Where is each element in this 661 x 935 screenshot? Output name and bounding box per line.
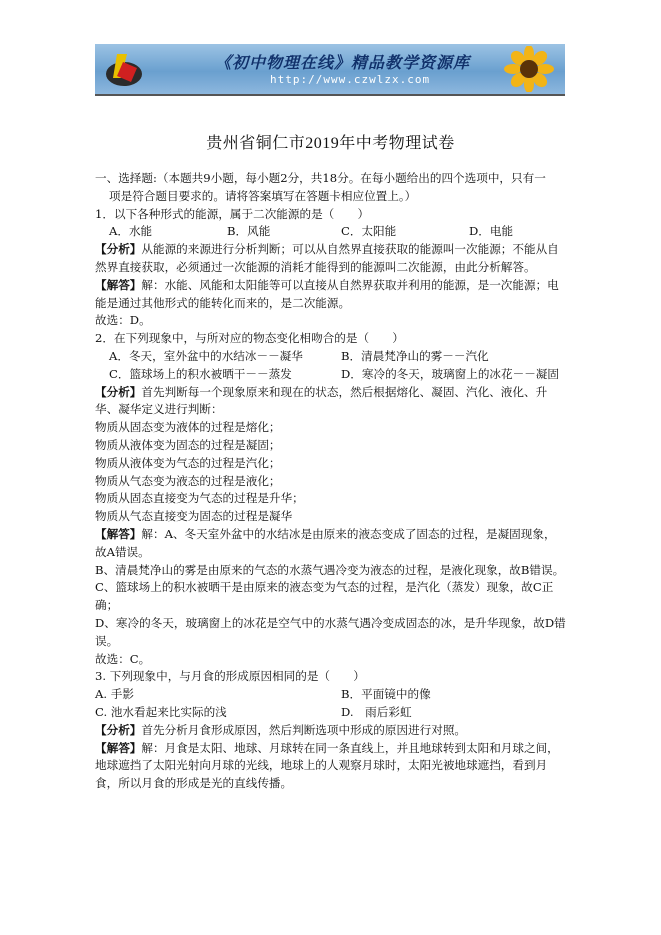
analysis-text: 从能源的来源进行分析判断；可以从自然界直接获取的能源叫一次能源；不能从自然界直接获取，必须通过一次能源的消耗才能得到的能源叫二次能源，由此分析解答。 — [95, 242, 559, 274]
option-c: C．篮球场上的积水被晒干－－蒸发 — [109, 366, 292, 381]
option-b: B．清晨梵净山的雾－－汽化 — [341, 348, 489, 363]
question-1-options — [95, 223, 567, 241]
definition-line: 物质从固态直接变为气态的过程是升华； — [95, 491, 304, 506]
option-b: B．风能 — [227, 224, 271, 239]
exam-content — [95, 170, 567, 793]
solution-label: 【解答】 — [95, 740, 142, 755]
page-title: 贵州省铜仁市2019年中考物理试卷 — [206, 135, 455, 152]
analysis-text: 首先分析月食形成原因，然后判断选项中形成的原因进行对照。 — [141, 722, 467, 737]
option-b: B．平面镜中的像 — [341, 687, 431, 702]
option-d: D．寒冷的冬天，玻璃窗上的冰花－－凝固 — [341, 366, 559, 381]
option-c: C. 池水看起来比实际的浅 — [95, 704, 227, 719]
solution-line: B、清晨梵净山的雾是由原来的气态的水蒸气遇冷变为液态的过程，是液化现象，故B错误。 — [95, 562, 565, 577]
solution-text: 解：月食是太阳、地球、月球转在同一条直线上，并且地球转到太阳和月球之间，地球遮挡了太阳光射向月球的光线，地球上的人观察月球时，太阳光被地球遮挡，看到月食，所以月食的形成是光的直线传播。 — [95, 740, 559, 791]
question-3-analysis — [95, 722, 567, 740]
section-heading: 一、选择题:（本题共9小题，每小题2分，共18分。在每小题给出的四个选项中，只有一 — [95, 171, 546, 185]
option-a: A. 手影 — [95, 687, 134, 702]
analysis-text: 首先判断每一个现象原来和现在的状态，然后根据熔化、凝固、汽化、液化、升华、凝华定义进行判断： — [95, 384, 548, 417]
site-logo-icon — [103, 48, 145, 90]
question-2-options-row2 — [95, 366, 567, 384]
question-2-analysis — [95, 384, 567, 420]
definition-line: 物质从气态直接变为固态的过程是凝华 — [95, 509, 293, 524]
question-1-stem: 1．以下各种形式的能源，属于二次能源的是（ ） — [95, 206, 370, 221]
question-1-solution — [95, 277, 567, 313]
definition-line: 物质从固态变为液体的过程是熔化； — [95, 420, 281, 435]
question-2-stem: 2．在下列现象中，与所对应的物态变化相吻合的是（ ） — [95, 331, 404, 346]
question-1-answer: 故选：D。 — [95, 313, 151, 328]
option-a: A．水能 — [109, 224, 153, 239]
option-d: D．电能 — [469, 224, 514, 239]
sunflower-icon — [499, 46, 559, 92]
analysis-label: 【分析】 — [95, 242, 142, 257]
solution-label: 【解答】 — [95, 526, 142, 541]
solution-text: 解：水能、风能和太阳能等可以直接从自然界获取并利用的能源，是一次能源；电能是通过其他形式的能转化而来的，是二次能源。 — [95, 277, 559, 310]
analysis-label: 【分析】 — [95, 384, 142, 399]
question-2-answer: 故选：C。 — [95, 651, 151, 666]
banner-url: http://www.czwlzx.com — [270, 73, 431, 86]
definition-line: 物质从液体变为固态的过程是凝固； — [95, 437, 281, 452]
solution-text: 解：A、冬天室外盆中的水结冰是由原来的液态变成了固态的过程，是凝固现象，故A错误。 — [95, 526, 556, 559]
section-heading-cont: 项是符合题目要求的。请将答案填写在答题卡相应位置上。） — [109, 188, 417, 203]
solution-line: C、篮球场上的积水被晒干是由原来的液态变为气态的过程，是汽化（蒸发）现象，故C正确； — [95, 580, 554, 613]
question-3-stem: 3. 下列现象中，与月食的形成原因相同的是（ ） — [95, 669, 365, 684]
definition-line: 物质从气态变为液态的过程是液化； — [95, 473, 281, 488]
question-2-options-row1 — [95, 348, 567, 366]
question-3-options-row1 — [95, 686, 567, 704]
question-1-analysis — [95, 241, 567, 277]
question-3-options-row2 — [95, 704, 567, 722]
solution-line: D、寒冷的冬天，玻璃窗上的冰花是空气中的水蒸气遇冷变成固态的冰，是升华现象，故D错误。 — [95, 615, 566, 648]
option-d: D. 雨后彩虹 — [341, 704, 412, 719]
header-banner — [95, 44, 565, 96]
solution-label: 【解答】 — [95, 277, 142, 292]
option-a: A．冬天，室外盆中的水结冰－－凝华 — [109, 348, 303, 363]
question-2-solution — [95, 526, 567, 562]
analysis-label: 【分析】 — [95, 722, 142, 737]
definition-line: 物质从液体变为气态的过程是汽化； — [95, 455, 281, 470]
banner-title: 《初中物理在线》精品教学资源库 — [215, 53, 471, 72]
question-3-solution — [95, 740, 567, 793]
option-c: C．太阳能 — [341, 224, 397, 239]
